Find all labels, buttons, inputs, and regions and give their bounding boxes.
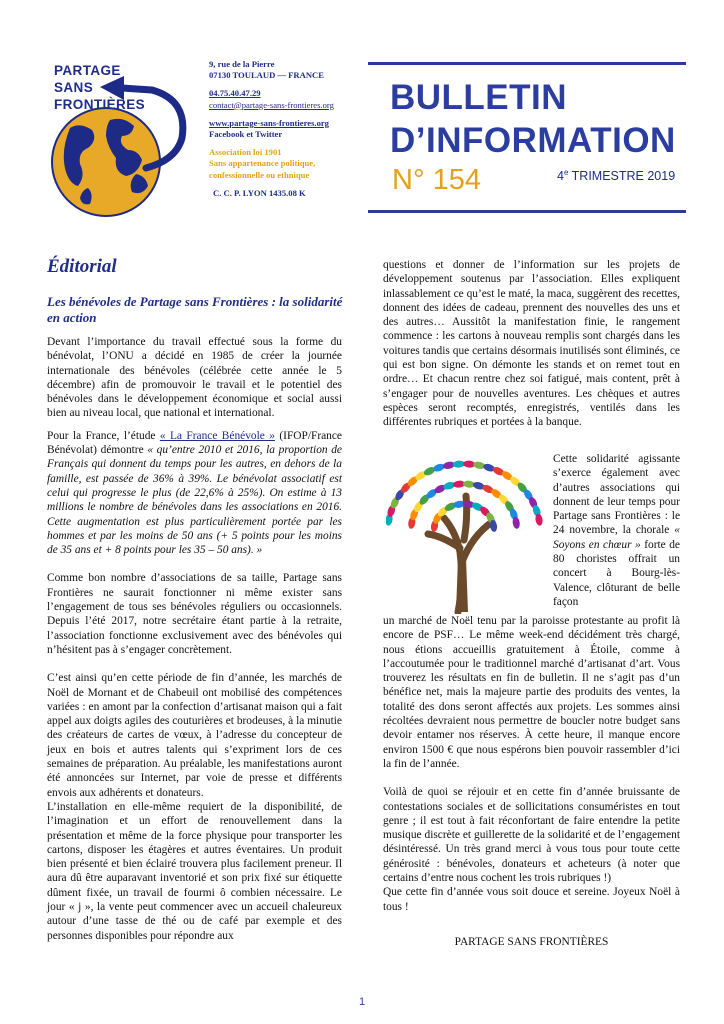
hands-tree-image	[386, 452, 546, 614]
trimestre-sup: e	[563, 168, 569, 177]
right-column-bottom	[383, 614, 680, 914]
logo-line-3: FRONTIÈRES	[54, 97, 146, 112]
website-link[interactable]: www.partage-sans-frontieres.org	[209, 117, 329, 128]
choir-name: « Soyons en chœur »	[553, 524, 680, 551]
phone	[209, 88, 384, 99]
title-line-2: D’INFORMATION	[390, 121, 676, 160]
title-line-1: BULLETIN	[390, 78, 568, 117]
left-column	[47, 335, 342, 943]
email-link[interactable]: contact@partage-sans-frontieres.org	[209, 99, 334, 110]
ccp: C. C. P. LYON 1435.08 K	[213, 187, 306, 198]
signature: PARTAGE SANS FRONTIÈRES	[454, 936, 609, 948]
section-title: Éditorial	[47, 256, 117, 277]
paragraph-r5: Que cette fin d’année vous soit douce et sereine. Joyeux Noël à tous !	[383, 886, 680, 913]
p2-quote: « qu’entre 2010 et 2016, la proportion de Français qui donnent du temps pour les autres, en dehors de la famille, est passée de 36% à 39%. Le bénévolat associatif est celui qui progresse le plus (de 22,6% à 25%). On estime à 13 millions le nombre de bénévoles dans les associations en 2016. Cette augmentation est plus particulièrement portée par les hommes et par les moins de 50 ans (+ 5 points pour les moins de 35 ans et + 8 points pour les 35 – 50 ans). »	[47, 444, 342, 557]
trimestre-rest: TRIMESTRE 2019	[568, 169, 676, 184]
assoc-line-3: confessionnelle ou ethnique	[209, 169, 310, 180]
page-number: 1	[358, 996, 366, 1008]
logo-line-1: PARTAGE	[54, 63, 121, 78]
logo-line-2: SANS	[54, 80, 94, 95]
address-line-2: 07130 TOULAUD — FRANCE	[209, 70, 324, 81]
title-bottom-rule	[368, 210, 686, 213]
hands-tree-illustration	[386, 452, 546, 614]
social: Facebook et Twitter	[209, 129, 283, 140]
contact-block	[209, 59, 384, 199]
email	[209, 100, 384, 111]
paragraph-4: C’est ainsi qu’en cette période de fin d’année, les marchés de Noël de Mornant et de Chabeuil ont mobilisé des compétences variées : en amont par la confection d’artisanat maison qui a fait appel aux doigts agiles des couturières et brodeuses, à la minutie des créateurs de cartes de vœux, à l’adresse du concepteur de jeux en bois et autres talents qui s’expriment lors de ces semaines de préparation. Au préalable, les manifestations auront été annoncées sur Internet, par voie de presse et différents envois aux adhérents et donateurs.	[47, 672, 342, 799]
logo-text	[54, 62, 145, 113]
paragraph-r4: Voilà de quoi se réjouir et en cette fin d’année bruissante de contestations sociales et de sollicitations consuméristes en tout genre ; il est tout à fait réconfortant de faire entendre la petite musique discrète et guillerette de la solidarité et de l’engagement désintéressé. Un très grand merci à vous tous pour toute cette générosité : bénévoles, donateurs et acheteurs (à noter que certains d’entre nous cochent les trois rubriques !)	[383, 786, 680, 885]
paragraph-2	[47, 429, 342, 558]
right-column-top	[383, 258, 680, 430]
assoc-line-1: Association loi 1901	[209, 147, 282, 158]
paragraph-3: Comme bon nombre d’associations de sa taille, Partage sans Frontières ne saurait fonctionner ni même exister sans l’engagement de tous ses bénévoles réguliers ou occasionnels. Depuis l’été 2017, notre secrétaire étant partie à la retraite, l’association fonctionne exclusivement avec des bénévoles qui n’hésitent pas à s’engager concrètement.	[47, 572, 342, 656]
logo	[40, 50, 198, 222]
phone-link[interactable]: 04.75.40.47.29	[209, 88, 261, 99]
title-top-rule	[368, 62, 686, 65]
paragraph-1: Devant l’importance du travail effectué sous la forme du bénévolat, l’ONU a décidé en 1985 de créer la journée internationale des bénévoles (célébrée cette année le 5 décembre) afin de promouvoir le travail et le potentiel des bénévoles dans le développement économique et social aussi bien au niveau local, que national et international.	[47, 336, 342, 420]
address-line-1: 9, rue de la Pierre	[209, 59, 275, 69]
paragraph-r3: un marché de Noël tenu par la paroisse protestante au profit là encore de PSF… Le même week-end décidément très chargé, nous étions accueillis gratuitement à Étoile, comme à l’accoutumée pour le traditionnel marché d’artisanat d’art. Vous trouverez les résultats en fin de bulletin. Il ne s’agit pas d’un bénéfice net, mais la majeure partie des produits des ventes, la totalité des dons seront affectés aux projets. Les sommes ainsi récoltées devraient nous permettre de boucler notre budget sans devoir entamer nos réserves. À cette heure, il manque encore environ 1500 € que nous espérons bien pouvoir rassembler d’ici la fin de l’année.	[383, 615, 680, 770]
p2-intro: Pour la France, l’étude	[47, 429, 160, 442]
trimestre-num: 4	[557, 169, 564, 184]
trimestre	[557, 168, 675, 183]
p2-mid: (IFOP/France Bénévolat) démontre	[47, 429, 342, 457]
issue-number: N° 154	[392, 164, 481, 196]
r2-end: forte de 80 choristes offrait un concert à Bourg-lès-Valence, clôturant de belle façon	[553, 538, 680, 608]
assoc-line-2: Sans appartenance politique,	[209, 158, 316, 169]
r2-intro: Cette solidarité agissante s’exerce également avec d’autres associations qui donnent de leur temps pour Partage sans Frontières : le 24 novembre, la chorale	[553, 453, 680, 537]
paragraph-r1: questions et donner de l’information sur les projets de développement soutenus par l’association. Elles expliquent inlassablement ce qu’est le maté, la maca, suggèrent des recettes, donnent des idées de cadeau, prennent des nouvelles des uns et des autres… Aussitôt la manifestation finie, le rangement commence : les cartons à nouveau remplis sont chargés dans les voitures tandis que certains désormais inutilisés sont éliminés, ce qui est bon signe. On démonte les stands et on remet tout en ordre… Et chacun rentre chez soi fatigué, mais content, prêt à s’engager pour de nouvelles aventures. Les chèques et autres espèces seront recomptés, enregistrés, ventilés dans les différentes rubriques et portées à la banque.	[383, 259, 680, 429]
study-link[interactable]: « La France Bénévole »	[159, 429, 275, 442]
paragraph-5: L’installation en elle-même requiert de la disponibilité, de l’imagination et un effort de renouvellement dans la présentation et même de la force physique pour transporter les cartons, disposer les étagères et autres éventaires. Un produit bien présenté et bien éclairé trouvera plus facilement preneur. Il aura dû être auparavant inventorié et son prix fixé sur étiquette dûment fixée, un travail de fourmi ô combien nécessaire. Le jour « j », la vente peut commencer avec un accueil chaleureux autour d’une tasse de thé ou de café par exemple et des personnes disponibles pour répondre aux	[47, 800, 342, 942]
bulletin-title	[390, 76, 676, 162]
wrapped-paragraph	[553, 452, 680, 609]
website	[209, 118, 384, 129]
article-subtitle: Les bénévoles de Partage sans Frontières : la solidarité en action	[47, 294, 343, 325]
